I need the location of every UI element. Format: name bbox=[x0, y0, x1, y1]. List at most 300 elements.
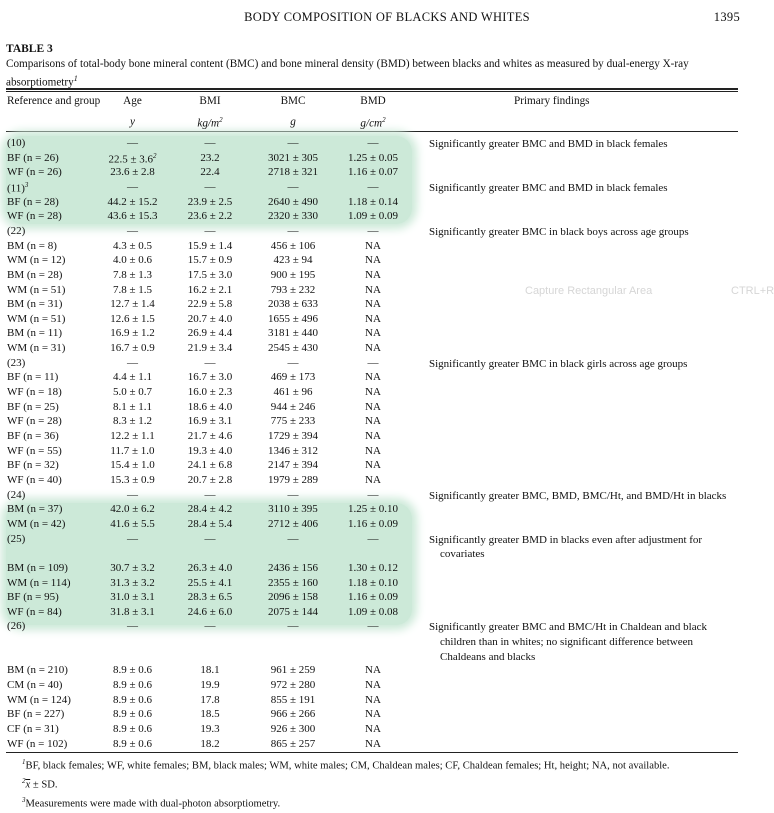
cell-bmd-text: NA bbox=[365, 708, 381, 721]
bottom-rule bbox=[6, 752, 738, 753]
cell-age-text: 8.9 ± 0.6 bbox=[112, 708, 153, 721]
cell-age-text: — bbox=[127, 620, 138, 633]
cell-reference-group-text: (25) bbox=[7, 532, 26, 545]
cell-bmd bbox=[344, 664, 402, 676]
cell-bmd bbox=[344, 533, 402, 545]
cell-age bbox=[105, 415, 160, 427]
cell-bmc-text: 972 ± 280 bbox=[270, 679, 316, 692]
cell-age-text: 44.2 ± 15.2 bbox=[107, 195, 158, 208]
cell-bmd bbox=[344, 415, 402, 427]
cell-age-text: — bbox=[127, 356, 138, 369]
capture-shortcut-label: CTRL+R bbox=[731, 285, 774, 297]
cell-age-text: 16.9 ± 1.2 bbox=[110, 327, 155, 340]
cell-bmi-text: — bbox=[204, 620, 216, 633]
cell-reference-group-text: BF (n = 11) bbox=[7, 371, 59, 384]
cell-bmd bbox=[344, 196, 402, 208]
cell-bmc bbox=[264, 445, 322, 457]
cell-bmc-text: 2147 ± 394 bbox=[267, 459, 319, 472]
cell-age-text: — bbox=[127, 180, 138, 193]
cell-bmi-text: 17.8 bbox=[200, 693, 220, 706]
cell-primary-finding bbox=[429, 137, 744, 152]
cell-bmi bbox=[182, 254, 238, 266]
cell-bmi-text: 16.7 ± 3.0 bbox=[187, 371, 233, 384]
header-bmd: BMD bbox=[360, 95, 386, 107]
cell-age-text: 22.5 ± 3.6 bbox=[108, 153, 154, 166]
cell-bmi bbox=[182, 533, 238, 545]
cell-bmc-text: 3181 ± 440 bbox=[267, 327, 319, 340]
cell-bmi-text: 23.2 bbox=[200, 151, 220, 164]
running-head bbox=[0, 10, 774, 26]
cell-bmd bbox=[344, 694, 402, 706]
cell-bmc-text: 855 ± 191 bbox=[270, 693, 316, 706]
cell-age bbox=[105, 679, 160, 691]
unit-bmi-exp: 2 bbox=[219, 116, 223, 124]
cell-age bbox=[105, 298, 160, 310]
cell-age-text: 12.7 ± 1.4 bbox=[110, 298, 155, 311]
cell-reference-group-text: BF (n = 26) bbox=[7, 151, 59, 164]
cell-bmc bbox=[264, 371, 322, 383]
cell-bmc-text: 900 ± 195 bbox=[270, 268, 316, 281]
cell-age-text: 4.0 ± 0.6 bbox=[112, 254, 153, 267]
cell-age bbox=[105, 503, 160, 515]
cell-bmc bbox=[264, 591, 322, 603]
cell-bmi-text: — bbox=[204, 532, 216, 545]
cell-bmc bbox=[264, 401, 322, 413]
cell-bmi-text: 18.1 bbox=[200, 664, 220, 677]
page-number: 1395 bbox=[713, 10, 740, 24]
cell-bmi-text: 23.6 ± 2.2 bbox=[187, 210, 233, 223]
cell-bmd-text: 1.25 ± 0.05 bbox=[347, 151, 399, 164]
cell-bmc-text: 1729 ± 394 bbox=[267, 430, 319, 442]
cell-bmi-text: 26.9 ± 4.4 bbox=[187, 327, 233, 340]
cell-bmi-text: 20.7 ± 2.8 bbox=[187, 473, 233, 486]
cell-bmi bbox=[182, 562, 238, 574]
cell-age bbox=[105, 342, 160, 354]
cell-bmi bbox=[182, 137, 238, 149]
cell-bmi bbox=[182, 342, 238, 354]
cell-bmi-text: 28.3 ± 6.5 bbox=[187, 591, 233, 604]
cell-bmc-text: — bbox=[287, 532, 299, 545]
cell-bmd bbox=[344, 679, 402, 691]
cell-age-text: 4.4 ± 1.1 bbox=[112, 371, 153, 384]
cell-reference-group bbox=[7, 196, 59, 208]
cell-age bbox=[105, 694, 160, 706]
cell-reference-group bbox=[7, 708, 64, 720]
cell-reference-group-text: BF (n = 25) bbox=[7, 400, 59, 413]
cell-bmi bbox=[182, 664, 238, 676]
cell-reference-group-text: BM (n = 31) bbox=[7, 298, 63, 311]
cell-bmi bbox=[182, 269, 238, 281]
cell-bmc-text: 1655 ± 496 bbox=[267, 312, 319, 325]
cell-bmd-text: NA bbox=[365, 327, 381, 340]
cell-bmd bbox=[344, 503, 402, 515]
cell-reference-group bbox=[7, 694, 71, 706]
cell-age bbox=[105, 562, 160, 574]
cell-age bbox=[105, 225, 160, 237]
cell-bmd-text: NA bbox=[365, 254, 381, 267]
cell-bmi-text: 17.5 ± 3.0 bbox=[187, 268, 233, 281]
cell-primary-finding bbox=[429, 357, 744, 372]
cell-bmd bbox=[344, 342, 402, 354]
cell-primary-finding bbox=[429, 181, 744, 196]
cell-bmi bbox=[182, 284, 238, 296]
cell-bmd-text: NA bbox=[365, 430, 381, 442]
cell-bmd-text: 1.16 ± 0.09 bbox=[347, 517, 399, 530]
cell-bmd-text: NA bbox=[365, 342, 381, 355]
cell-bmc-text: 2038 ± 633 bbox=[267, 298, 319, 311]
cell-bmi-text: 21.7 ± 4.6 bbox=[187, 430, 233, 442]
cell-reference-group bbox=[7, 415, 62, 427]
cell-bmc-text: — bbox=[287, 488, 299, 501]
cell-reference-group bbox=[7, 269, 62, 281]
cell-bmd-text: NA bbox=[365, 723, 381, 735]
cell-bmd bbox=[344, 577, 402, 589]
unit-bmc: g bbox=[290, 116, 296, 128]
cell-age bbox=[105, 430, 160, 442]
cell-bmc bbox=[264, 181, 322, 193]
cell-bmc-text: 944 ± 246 bbox=[270, 400, 316, 413]
cell-bmd-text: NA bbox=[365, 737, 381, 750]
header-age: Age bbox=[123, 95, 142, 107]
cell-age bbox=[105, 327, 160, 339]
cell-reference-group bbox=[7, 664, 68, 676]
cell-bmc bbox=[264, 474, 322, 486]
cell-age-text: — bbox=[127, 224, 138, 237]
cell-reference-group-text: BM (n = 37) bbox=[7, 503, 63, 516]
cell-reference-group bbox=[7, 225, 25, 237]
cell-bmd bbox=[344, 474, 402, 486]
cell-bmi bbox=[182, 474, 238, 486]
cell-bmd-text: NA bbox=[365, 444, 381, 457]
cell-bmc-text: 775 ± 233 bbox=[270, 415, 316, 428]
cell-age bbox=[105, 723, 160, 735]
cell-bmi-text: 18.5 bbox=[200, 708, 220, 721]
cell-bmi-text: 16.0 ± 2.3 bbox=[187, 386, 233, 399]
cell-bmi-text: 23.9 ± 2.5 bbox=[187, 195, 233, 208]
cell-reference-group bbox=[7, 166, 62, 178]
cell-bmi bbox=[182, 708, 238, 720]
cell-bmd-text: NA bbox=[365, 268, 381, 281]
cell-age bbox=[105, 738, 160, 750]
cell-bmc-text: 2096 ± 158 bbox=[267, 591, 319, 604]
cell-reference-group-text: WM (n = 31) bbox=[7, 342, 66, 355]
cell-bmd bbox=[344, 386, 402, 398]
cell-reference-group-text: BF (n = 95) bbox=[7, 591, 59, 604]
cell-bmd bbox=[344, 401, 402, 413]
cell-bmi-text: 24.1 ± 6.8 bbox=[187, 459, 233, 472]
cell-bmc bbox=[264, 620, 322, 632]
cell-bmd-text: — bbox=[367, 488, 379, 501]
cell-reference-group bbox=[7, 430, 59, 442]
cell-age bbox=[105, 240, 160, 252]
cell-bmi-text: 19.9 bbox=[200, 679, 220, 692]
unit-bmd bbox=[344, 116, 402, 130]
cell-bmc bbox=[264, 518, 322, 530]
cell-bmi bbox=[182, 694, 238, 706]
cell-bmc bbox=[264, 240, 322, 252]
cell-bmi-text: — bbox=[204, 137, 216, 149]
cell-reference-group bbox=[7, 503, 62, 515]
cell-age-text: 12.2 ± 1.1 bbox=[110, 430, 155, 442]
cell-bmc-text: 2355 ± 160 bbox=[267, 576, 319, 589]
cell-reference-group bbox=[7, 518, 65, 530]
cell-bmc bbox=[264, 738, 322, 750]
cell-bmi-text: 16.9 ± 3.1 bbox=[187, 415, 233, 428]
cell-bmc bbox=[264, 152, 322, 164]
cell-age bbox=[105, 166, 160, 178]
cell-bmd-text: NA bbox=[365, 283, 381, 296]
cell-bmi-text: 18.6 ± 4.0 bbox=[187, 400, 233, 413]
cell-bmd-text: NA bbox=[365, 386, 381, 399]
cell-reference-group bbox=[7, 679, 62, 691]
cell-reference-group bbox=[7, 474, 62, 486]
cell-age bbox=[105, 620, 160, 632]
cell-bmc-text: — bbox=[287, 620, 299, 633]
finding-line: Significantly greater BMC and BMD in black females bbox=[429, 138, 668, 150]
unit-bmi-base: kg/m bbox=[197, 117, 220, 130]
cell-age bbox=[105, 371, 160, 383]
cell-bmc-text: 1979 ± 289 bbox=[267, 473, 319, 486]
cell-age-text: 31.0 ± 3.1 bbox=[110, 591, 155, 604]
cell-age bbox=[105, 474, 160, 486]
cell-bmi bbox=[182, 430, 238, 442]
finding-line: covariates bbox=[440, 548, 485, 561]
cell-age-text: 11.7 ± 1.0 bbox=[110, 444, 155, 457]
cell-reference-group bbox=[7, 401, 59, 413]
cell-reference-group-text: (10) bbox=[7, 137, 26, 149]
cell-reference-group-text: WF (n = 84) bbox=[7, 605, 62, 618]
cell-bmi bbox=[182, 445, 238, 457]
cell-bmi bbox=[182, 459, 238, 471]
cell-bmc bbox=[264, 298, 322, 310]
cell-age bbox=[105, 591, 160, 603]
cell-bmi bbox=[182, 225, 238, 237]
cell-bmd-text: 1.18 ± 0.10 bbox=[347, 576, 399, 589]
cell-bmi bbox=[182, 181, 238, 193]
unit-age: y bbox=[130, 116, 135, 128]
unit-bmi bbox=[182, 116, 238, 130]
cell-bmi bbox=[182, 723, 238, 735]
cell-reference-group-text: WM (n = 51) bbox=[7, 312, 66, 325]
cell-bmd-text: NA bbox=[365, 298, 381, 311]
table-caption bbox=[6, 57, 751, 90]
cell-primary-finding bbox=[429, 533, 744, 562]
cell-age-text: 15.3 ± 0.9 bbox=[110, 473, 155, 486]
cell-bmc bbox=[264, 562, 322, 574]
cell-bmi-text: — bbox=[204, 356, 216, 369]
cell-bmc-text: 2640 ± 490 bbox=[267, 195, 319, 208]
cell-bmc bbox=[264, 694, 322, 706]
header-primary-findings: Primary findings bbox=[514, 95, 590, 107]
cell-bmi-text: 15.9 ± 1.4 bbox=[187, 239, 233, 252]
cell-bmd-text: 1.18 ± 0.14 bbox=[347, 195, 399, 208]
cell-bmc-text: 461 ± 96 bbox=[273, 386, 313, 399]
cell-age-text: 8.3 ± 1.2 bbox=[112, 415, 153, 428]
cell-bmi bbox=[182, 679, 238, 691]
cell-age-text: 16.7 ± 0.9 bbox=[110, 342, 155, 355]
finding-line: children than in whites; no significant difference between bbox=[440, 636, 694, 649]
cell-reference-group-text: BF (n = 32) bbox=[7, 459, 59, 472]
cell-bmd bbox=[344, 181, 402, 193]
cell-age-text: 42.0 ± 6.2 bbox=[110, 503, 155, 516]
cell-reference-group bbox=[7, 210, 62, 222]
cell-bmd-text: NA bbox=[365, 239, 381, 252]
cell-bmc bbox=[264, 166, 322, 178]
cell-bmc-text: 2545 ± 430 bbox=[267, 342, 319, 355]
finding-line: Significantly greater BMC and BMD in black females bbox=[429, 181, 668, 194]
cell-reference-group bbox=[7, 181, 28, 195]
cell-age bbox=[105, 269, 160, 281]
cell-age-text: 15.4 ± 1.0 bbox=[110, 459, 155, 472]
cell-bmi bbox=[182, 489, 238, 501]
cell-reference-group bbox=[7, 137, 25, 149]
cell-bmi bbox=[182, 327, 238, 339]
cell-bmc bbox=[264, 284, 322, 296]
cell-reference-group bbox=[7, 327, 62, 339]
cell-reference-group bbox=[7, 738, 67, 750]
cell-bmd-text: — bbox=[367, 356, 379, 369]
cell-bmd bbox=[344, 357, 402, 369]
finding-line: Significantly greater BMD in blacks even after adjustment for bbox=[429, 533, 703, 546]
cell-age bbox=[105, 210, 160, 222]
cell-bmc bbox=[264, 503, 322, 515]
cell-bmd bbox=[344, 240, 402, 252]
cell-bmd bbox=[344, 313, 402, 325]
footnote-1 bbox=[6, 755, 746, 774]
cell-bmi-text: 25.5 ± 4.1 bbox=[187, 576, 233, 589]
cell-bmd bbox=[344, 723, 402, 735]
cell-bmd bbox=[344, 269, 402, 281]
cell-age bbox=[105, 445, 160, 457]
cell-reference-group-text: CM (n = 40) bbox=[7, 679, 63, 692]
cell-bmi bbox=[182, 415, 238, 427]
cell-bmc bbox=[264, 664, 322, 676]
cell-bmd-text: NA bbox=[365, 473, 381, 486]
cell-age-text: 23.6 ± 2.8 bbox=[110, 166, 155, 179]
cell-bmi-text: 21.9 ± 3.4 bbox=[187, 342, 233, 355]
footnote-2-mark: 2 bbox=[22, 777, 26, 786]
cell-bmi-text: 28.4 ± 4.2 bbox=[187, 503, 233, 516]
header-reference-group: Reference and group bbox=[7, 95, 101, 107]
cell-bmd bbox=[344, 371, 402, 383]
cell-bmi bbox=[182, 620, 238, 632]
cell-bmd bbox=[344, 518, 402, 530]
cell-age-text: 4.3 ± 0.5 bbox=[112, 239, 153, 252]
cell-bmc-text: 2075 ± 144 bbox=[267, 605, 319, 618]
cell-bmc bbox=[264, 723, 322, 735]
cell-bmd bbox=[344, 298, 402, 310]
cell-reference-group bbox=[7, 620, 25, 632]
cell-reference-group bbox=[7, 591, 59, 603]
cell-bmd-text: 1.25 ± 0.10 bbox=[347, 503, 399, 516]
cell-bmd-text: — bbox=[367, 137, 379, 149]
cell-reference-group-text: WF (n = 55) bbox=[7, 444, 62, 457]
cell-reference-group-text: WM (n = 42) bbox=[7, 517, 66, 530]
context-menu-overlay bbox=[523, 285, 774, 301]
cell-bmi bbox=[182, 386, 238, 398]
capture-rectangular-area-menu-item[interactable]: Capture Rectangular Area bbox=[525, 285, 653, 297]
cell-bmi bbox=[182, 371, 238, 383]
cell-bmd bbox=[344, 620, 402, 632]
cell-bmc-text: 793 ± 232 bbox=[270, 283, 316, 296]
table-footnotes bbox=[6, 755, 746, 812]
running-head-title: BODY COMPOSITION OF BLACKS AND WHITES bbox=[244, 10, 530, 24]
cell-age-text: 41.6 ± 5.5 bbox=[110, 517, 155, 530]
cell-age-text: 8.9 ± 0.6 bbox=[112, 679, 153, 692]
cell-bmi-text: — bbox=[204, 488, 216, 501]
cell-reference-group-text: BF (n = 227) bbox=[7, 708, 65, 721]
cell-age-text: 7.8 ± 1.3 bbox=[112, 268, 153, 281]
cell-age-text: 8.9 ± 0.6 bbox=[112, 664, 153, 677]
cell-age bbox=[105, 196, 160, 208]
cell-reference-group-text: WF (n = 28) bbox=[7, 415, 62, 428]
cell-bmi bbox=[182, 606, 238, 618]
cell-reference-group bbox=[7, 254, 65, 266]
cell-reference-group bbox=[7, 562, 68, 574]
cell-bmd bbox=[344, 459, 402, 471]
cell-bmd bbox=[344, 738, 402, 750]
cell-bmc-text: — bbox=[287, 180, 299, 193]
cell-bmi-text: 19.3 bbox=[200, 723, 220, 735]
cell-age bbox=[105, 459, 160, 471]
cell-bmi bbox=[182, 298, 238, 310]
cell-bmc-text: 2718 ± 321 bbox=[267, 166, 319, 179]
cell-bmd bbox=[344, 708, 402, 720]
cell-age bbox=[105, 577, 160, 589]
cell-bmi-text: — bbox=[204, 224, 216, 237]
footnote-2 bbox=[6, 774, 746, 793]
cell-age bbox=[105, 664, 160, 676]
cell-bmi bbox=[182, 518, 238, 530]
cell-age bbox=[105, 137, 160, 149]
cell-reference-group-text: WF (n = 28) bbox=[7, 210, 62, 223]
cell-reference-group bbox=[7, 445, 62, 457]
cell-bmc-text: 2436 ± 156 bbox=[267, 561, 319, 574]
finding-line: Significantly greater BMC in black boys across age groups bbox=[429, 225, 689, 238]
cell-bmd bbox=[344, 210, 402, 222]
cell-bmi-text: 28.4 ± 5.4 bbox=[187, 517, 233, 530]
cell-reference-group-text: BM (n = 210) bbox=[7, 664, 68, 677]
cell-reference-group-text: WF (n = 26) bbox=[7, 166, 62, 179]
cell-bmd-text: NA bbox=[365, 664, 381, 677]
cell-reference-group-text: WM (n = 124) bbox=[7, 693, 71, 706]
cell-bmc-text: 1346 ± 312 bbox=[267, 444, 319, 457]
cell-bmd bbox=[344, 430, 402, 442]
cell-bmi bbox=[182, 357, 238, 369]
cell-bmc bbox=[264, 679, 322, 691]
cell-age-text: — bbox=[127, 532, 138, 545]
reference-footnote-mark: 3 bbox=[24, 180, 29, 189]
cell-bmc bbox=[264, 269, 322, 281]
cell-primary-finding bbox=[429, 620, 744, 664]
cell-bmc-text: 926 ± 300 bbox=[270, 723, 316, 735]
cell-age bbox=[105, 357, 160, 369]
cell-reference-group-text: BF (n = 28) bbox=[7, 195, 59, 208]
cell-reference-group-text: BM (n = 28) bbox=[7, 268, 63, 281]
cell-bmd bbox=[344, 327, 402, 339]
cell-reference-group-text: (22) bbox=[7, 224, 26, 237]
footnote-3 bbox=[6, 793, 746, 812]
cell-age-text: — bbox=[127, 488, 138, 501]
cell-bmc bbox=[264, 254, 322, 266]
cell-bmc-text: 423 ± 94 bbox=[273, 254, 313, 267]
cell-bmc-text: 961 ± 259 bbox=[270, 664, 316, 677]
cell-bmd bbox=[344, 254, 402, 266]
footnote-1-mark: 1 bbox=[22, 758, 26, 766]
cell-age-text: 8.9 ± 0.6 bbox=[112, 737, 153, 750]
cell-bmc-text: 2320 ± 330 bbox=[267, 210, 319, 223]
footnote-2-text: ± SD. bbox=[30, 779, 58, 791]
